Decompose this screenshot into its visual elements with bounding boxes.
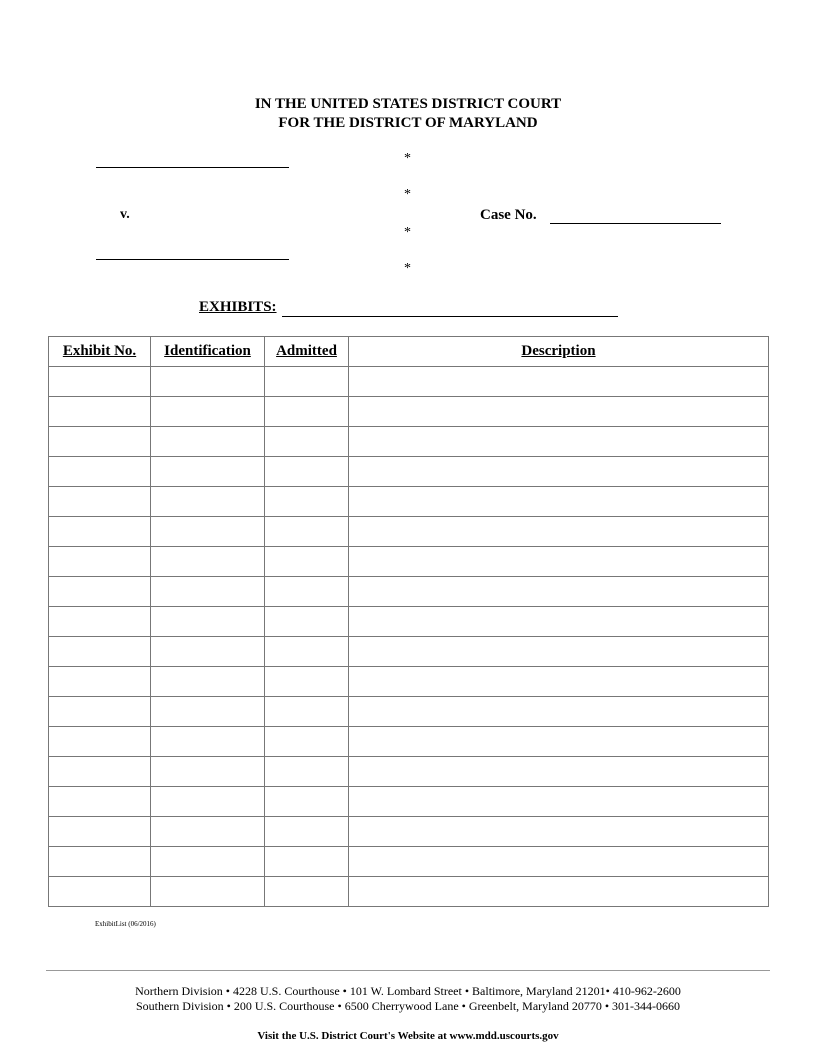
identification-cell[interactable] <box>151 727 265 757</box>
footer-northern: Northern Division • 4228 U.S. Courthouse • 101 W. Lombard Street • Baltimore, Maryland 21201• 410-962-2600 <box>135 984 681 998</box>
admitted-cell[interactable] <box>265 427 349 457</box>
footer-website: Visit the U.S. District Court's Website at www.mdd.uscourts.gov <box>257 1030 559 1042</box>
exhibit-no-cell[interactable] <box>49 697 151 727</box>
description-cell[interactable] <box>349 547 769 577</box>
identification-cell[interactable] <box>151 817 265 847</box>
exhibit-no-cell[interactable] <box>49 757 151 787</box>
footer-southern: Southern Division • 200 U.S. Courthouse • 6500 Cherrywood Lane • Greenbelt, Maryland 20770 • 301-344-0660 <box>135 999 681 1013</box>
admitted-cell[interactable] <box>265 847 349 877</box>
description-cell[interactable] <box>349 877 769 907</box>
admitted-cell[interactable] <box>265 487 349 517</box>
identification-cell[interactable] <box>151 427 265 457</box>
admitted-cell[interactable] <box>265 547 349 577</box>
table-row <box>49 517 769 547</box>
exhibit-no-cell[interactable] <box>49 577 151 607</box>
admitted-cell[interactable] <box>265 697 349 727</box>
identification-cell[interactable] <box>151 667 265 697</box>
identification-cell[interactable] <box>151 637 265 667</box>
description-cell[interactable] <box>349 517 769 547</box>
description-cell[interactable] <box>349 757 769 787</box>
table-row <box>49 727 769 757</box>
exhibits-label: EXHIBITS: <box>199 299 277 315</box>
court-title-line1: IN THE UNITED STATES DISTRICT COURT <box>254 96 562 112</box>
table-row <box>49 457 769 487</box>
col-admitted: Admitted <box>265 337 349 367</box>
admitted-cell[interactable] <box>265 757 349 787</box>
description-cell[interactable] <box>349 607 769 637</box>
plaintiff-line[interactable] <box>96 167 289 168</box>
identification-cell[interactable] <box>151 487 265 517</box>
description-cell[interactable] <box>349 667 769 697</box>
admitted-cell[interactable] <box>265 667 349 697</box>
caption-star: * <box>404 151 411 166</box>
description-cell[interactable] <box>349 637 769 667</box>
admitted-cell[interactable] <box>265 367 349 397</box>
description-cell[interactable] <box>349 427 769 457</box>
form-code: ExhibitList (06/2016) <box>95 920 156 928</box>
admitted-cell[interactable] <box>265 577 349 607</box>
exhibit-no-cell[interactable] <box>49 727 151 757</box>
exhibit-table <box>48 336 769 907</box>
table-row <box>49 637 769 667</box>
identification-cell[interactable] <box>151 397 265 427</box>
table-row <box>49 667 769 697</box>
description-cell[interactable] <box>349 817 769 847</box>
defendant-line[interactable] <box>96 259 289 260</box>
identification-cell[interactable] <box>151 847 265 877</box>
admitted-cell[interactable] <box>265 817 349 847</box>
table-row <box>49 757 769 787</box>
case-no-label: Case No. <box>480 207 537 223</box>
admitted-cell[interactable] <box>265 787 349 817</box>
case-no-line[interactable] <box>550 223 721 224</box>
description-cell[interactable] <box>349 727 769 757</box>
table-row <box>49 547 769 577</box>
exhibit-no-cell[interactable] <box>49 877 151 907</box>
caption-star: * <box>404 187 411 202</box>
identification-cell[interactable] <box>151 457 265 487</box>
table-row <box>49 427 769 457</box>
identification-cell[interactable] <box>151 607 265 637</box>
description-cell[interactable] <box>349 367 769 397</box>
table-row <box>49 487 769 517</box>
identification-cell[interactable] <box>151 577 265 607</box>
description-cell[interactable] <box>349 487 769 517</box>
description-cell[interactable] <box>349 787 769 817</box>
exhibit-no-cell[interactable] <box>49 607 151 637</box>
description-cell[interactable] <box>349 847 769 877</box>
caption-star: * <box>404 225 411 240</box>
exhibit-no-cell[interactable] <box>49 847 151 877</box>
exhibit-no-cell[interactable] <box>49 367 151 397</box>
versus-label: v. <box>120 207 130 222</box>
exhibit-no-cell[interactable] <box>49 667 151 697</box>
admitted-cell[interactable] <box>265 637 349 667</box>
table-row <box>49 397 769 427</box>
identification-cell[interactable] <box>151 517 265 547</box>
table-row <box>49 367 769 397</box>
admitted-cell[interactable] <box>265 877 349 907</box>
description-cell[interactable] <box>349 397 769 427</box>
exhibit-no-cell[interactable] <box>49 637 151 667</box>
exhibit-no-cell[interactable] <box>49 787 151 817</box>
exhibit-no-cell[interactable] <box>49 427 151 457</box>
table-row <box>49 787 769 817</box>
admitted-cell[interactable] <box>265 397 349 427</box>
table-row <box>49 577 769 607</box>
admitted-cell[interactable] <box>265 727 349 757</box>
exhibit-no-cell[interactable] <box>49 457 151 487</box>
description-cell[interactable] <box>349 577 769 607</box>
exhibit-no-cell[interactable] <box>49 547 151 577</box>
table-row <box>49 607 769 637</box>
identification-cell[interactable] <box>151 697 265 727</box>
identification-cell[interactable] <box>151 877 265 907</box>
admitted-cell[interactable] <box>265 457 349 487</box>
exhibits-line[interactable] <box>282 316 618 317</box>
admitted-cell[interactable] <box>265 517 349 547</box>
col-exhibit-no: Exhibit No. <box>49 337 151 367</box>
col-identification: Identification <box>151 337 265 367</box>
exhibit-no-cell[interactable] <box>49 517 151 547</box>
table-row <box>49 847 769 877</box>
table-row <box>49 697 769 727</box>
identification-cell[interactable] <box>151 787 265 817</box>
exhibit-no-cell[interactable] <box>49 817 151 847</box>
table-row <box>49 877 769 907</box>
table-header-row <box>49 337 769 367</box>
identification-cell[interactable] <box>151 547 265 577</box>
admitted-cell[interactable] <box>265 607 349 637</box>
description-cell[interactable] <box>349 457 769 487</box>
court-title-line2: FOR THE DISTRICT OF MARYLAND <box>278 115 538 131</box>
exhibit-no-cell[interactable] <box>49 487 151 517</box>
description-cell[interactable] <box>349 697 769 727</box>
exhibit-no-cell[interactable] <box>49 397 151 427</box>
col-description: Description <box>349 337 769 367</box>
identification-cell[interactable] <box>151 757 265 787</box>
footer-divider <box>46 970 770 971</box>
table-row <box>49 817 769 847</box>
identification-cell[interactable] <box>151 367 265 397</box>
caption-star: * <box>404 261 411 276</box>
